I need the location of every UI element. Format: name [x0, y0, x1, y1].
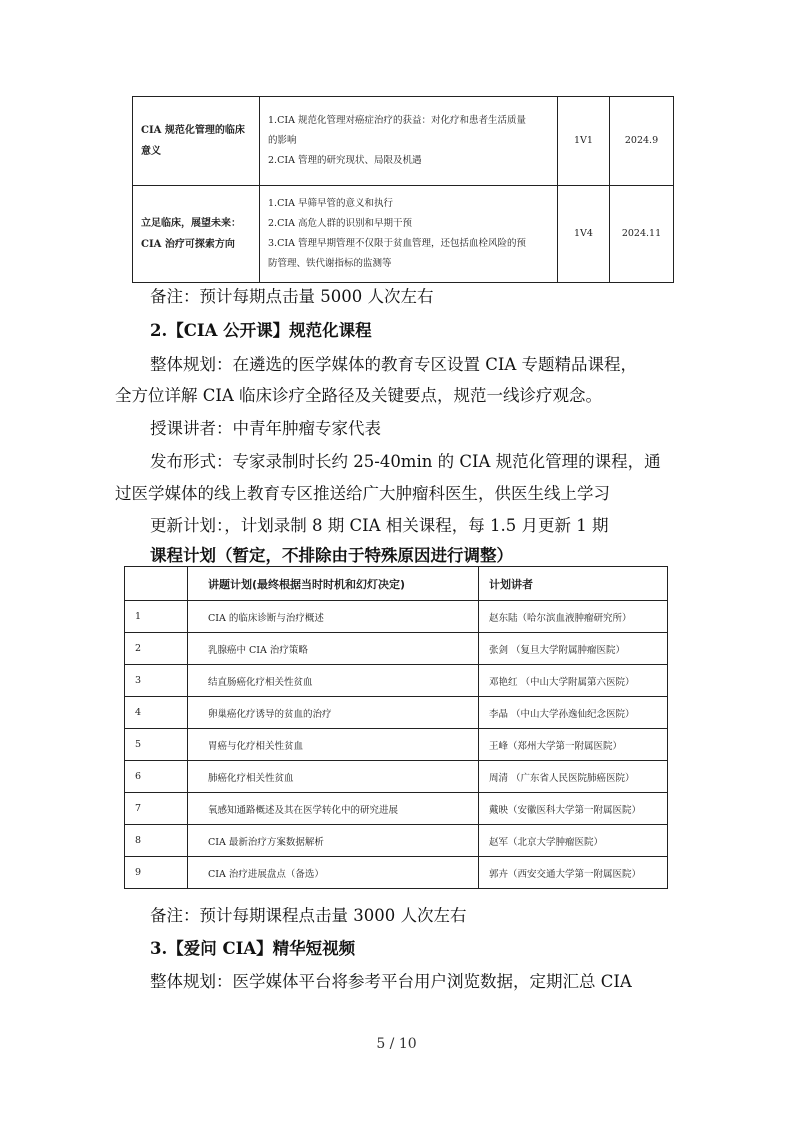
course-speaker: 周清 （广东省人民医院肺癌医院） — [479, 761, 668, 793]
section-2-plan-line: 整体规划：在遴选的医学媒体的教育专区设置 CIA 专题精品课程， — [150, 355, 638, 374]
session-content-cell — [260, 186, 558, 283]
course-speaker: 郭卉（西安交通大学第一附属医院） — [479, 857, 668, 889]
course-topic: 结直肠癌化疗相关性贫血 — [188, 665, 479, 697]
session-title-line: 意义 — [141, 146, 161, 157]
course-topic: CIA 治疗进展盘点（备选） — [188, 857, 479, 889]
course-number: 8 — [125, 825, 188, 857]
course-topic: 胃癌与化疗相关性贫血 — [188, 729, 479, 761]
course-number: 2 — [125, 633, 188, 665]
course-number: 6 — [125, 761, 188, 793]
course-row — [125, 857, 668, 889]
session-content-line: 2.CIA 高危人群的识别和早期干预 — [268, 218, 412, 229]
course-table-header — [125, 567, 668, 601]
note-course-clicks: 备注：预计每期课程点击量 3000 人次左右 — [150, 906, 467, 925]
session-title-cell — [133, 186, 260, 283]
page-number: 5 / 10 — [376, 1036, 417, 1052]
session-title-line: CIA 规范化管理的临床 — [141, 125, 245, 136]
session-content-line: 1.CIA 规范化管理对癌症治疗的获益：对化疗和患者生活质量 — [268, 115, 526, 126]
course-number: 1 — [125, 601, 188, 633]
course-row — [125, 601, 668, 633]
session-title-line: CIA 治疗可探索方向 — [141, 239, 235, 250]
header-number-cell — [125, 567, 188, 601]
course-topic: CIA 的临床诊断与治疗概述 — [188, 601, 479, 633]
session-table — [132, 96, 674, 283]
header-topic-cell: 讲题计划(最终根据当时时机和幻灯决定) — [188, 567, 479, 601]
session-content-line: 1.CIA 早筛早管的意义和执行 — [268, 198, 393, 209]
course-speaker: 张剑 （复旦大学附属肿瘤医院） — [479, 633, 668, 665]
course-topic: CIA 最新治疗方案数据解析 — [188, 825, 479, 857]
course-row — [125, 665, 668, 697]
section-2-format-line: 发布形式：专家录制时长约 25-40min 的 CIA 规范化管理的课程，通 — [150, 452, 661, 471]
section-3-heading: 3.【爱问 CIA】精华短视频 — [150, 939, 356, 958]
session-content-cell — [260, 97, 558, 186]
session-row — [133, 97, 674, 186]
course-topic: 卵巢癌化疗诱导的贫血的治疗 — [188, 697, 479, 729]
course-speaker: 戴映（安徽医科大学第一附属医院） — [479, 793, 668, 825]
section-2-heading: 2.【CIA 公开课】规范化课程 — [150, 321, 372, 340]
course-row — [125, 697, 668, 729]
session-content-line: 防管理、铁代谢指标的监测等 — [268, 258, 392, 269]
course-number: 9 — [125, 857, 188, 889]
course-plan-title: 课程计划（暂定，不排除由于特殊原因进行调整） — [150, 546, 513, 565]
session-content-line: 2.CIA 管理的研究现状、局限及机遇 — [268, 155, 422, 166]
course-number: 3 — [125, 665, 188, 697]
section-2-update-plan: 更新计划：，计划录制 8 期 CIA 相关课程，每 1.5 月更新 1 期 — [150, 516, 609, 535]
course-speaker: 李晶 （中山大学孙逸仙纪念医院） — [479, 697, 668, 729]
session-date-cell: 2024.11 — [610, 186, 674, 283]
session-row — [133, 186, 674, 283]
section-2-format-line: 过医学媒体的线上教育专区推送给广大肿瘤科医生，供医生线上学习 — [115, 484, 610, 503]
session-content-line: 3.CIA 管理早期管理不仅限于贫血管理，还包括血栓风险的预 — [268, 238, 526, 249]
session-date-cell: 2024.9 — [610, 97, 674, 186]
note-clicks: 备注：预计每期点击量 5000 人次左右 — [150, 287, 434, 306]
header-speaker-cell: 计划讲者 — [479, 567, 668, 601]
course-row — [125, 729, 668, 761]
session-title-cell — [133, 97, 260, 186]
section-2-plan-line: 全方位详解 CIA 临床诊疗全路径及关键要点，规范一线诊疗观念。 — [115, 386, 603, 405]
session-content-line: 的影响 — [268, 135, 297, 146]
session-title-line: 立足临床，展望未来： — [141, 218, 241, 229]
course-speaker: 赵军（北京大学肿瘤医院） — [479, 825, 668, 857]
course-number: 5 — [125, 729, 188, 761]
course-topic: 乳腺癌中 CIA 治疗策略 — [188, 633, 479, 665]
course-row — [125, 761, 668, 793]
course-speaker: 王峰（郑州大学第一附属医院） — [479, 729, 668, 761]
course-number: 7 — [125, 793, 188, 825]
course-row — [125, 825, 668, 857]
course-number: 4 — [125, 697, 188, 729]
course-topic: 氧感知通路概述及其在医学转化中的研究进展 — [188, 793, 479, 825]
course-row — [125, 633, 668, 665]
section-3-plan-line: 整体规划：医学媒体平台将参考平台用户浏览数据，定期汇总 CIA — [150, 972, 632, 991]
course-speaker: 邓艳红 （中山大学附属第六医院） — [479, 665, 668, 697]
course-row — [125, 793, 668, 825]
course-table — [124, 566, 668, 889]
section-2-lecturer: 授课讲者：中青年肿瘤专家代表 — [150, 419, 381, 438]
course-speaker: 赵东陆（哈尔滨血液肿瘤研究所） — [479, 601, 668, 633]
course-topic: 肺癌化疗相关性贫血 — [188, 761, 479, 793]
session-code-cell: 1V1 — [558, 97, 610, 186]
session-code-cell: 1V4 — [558, 186, 610, 283]
